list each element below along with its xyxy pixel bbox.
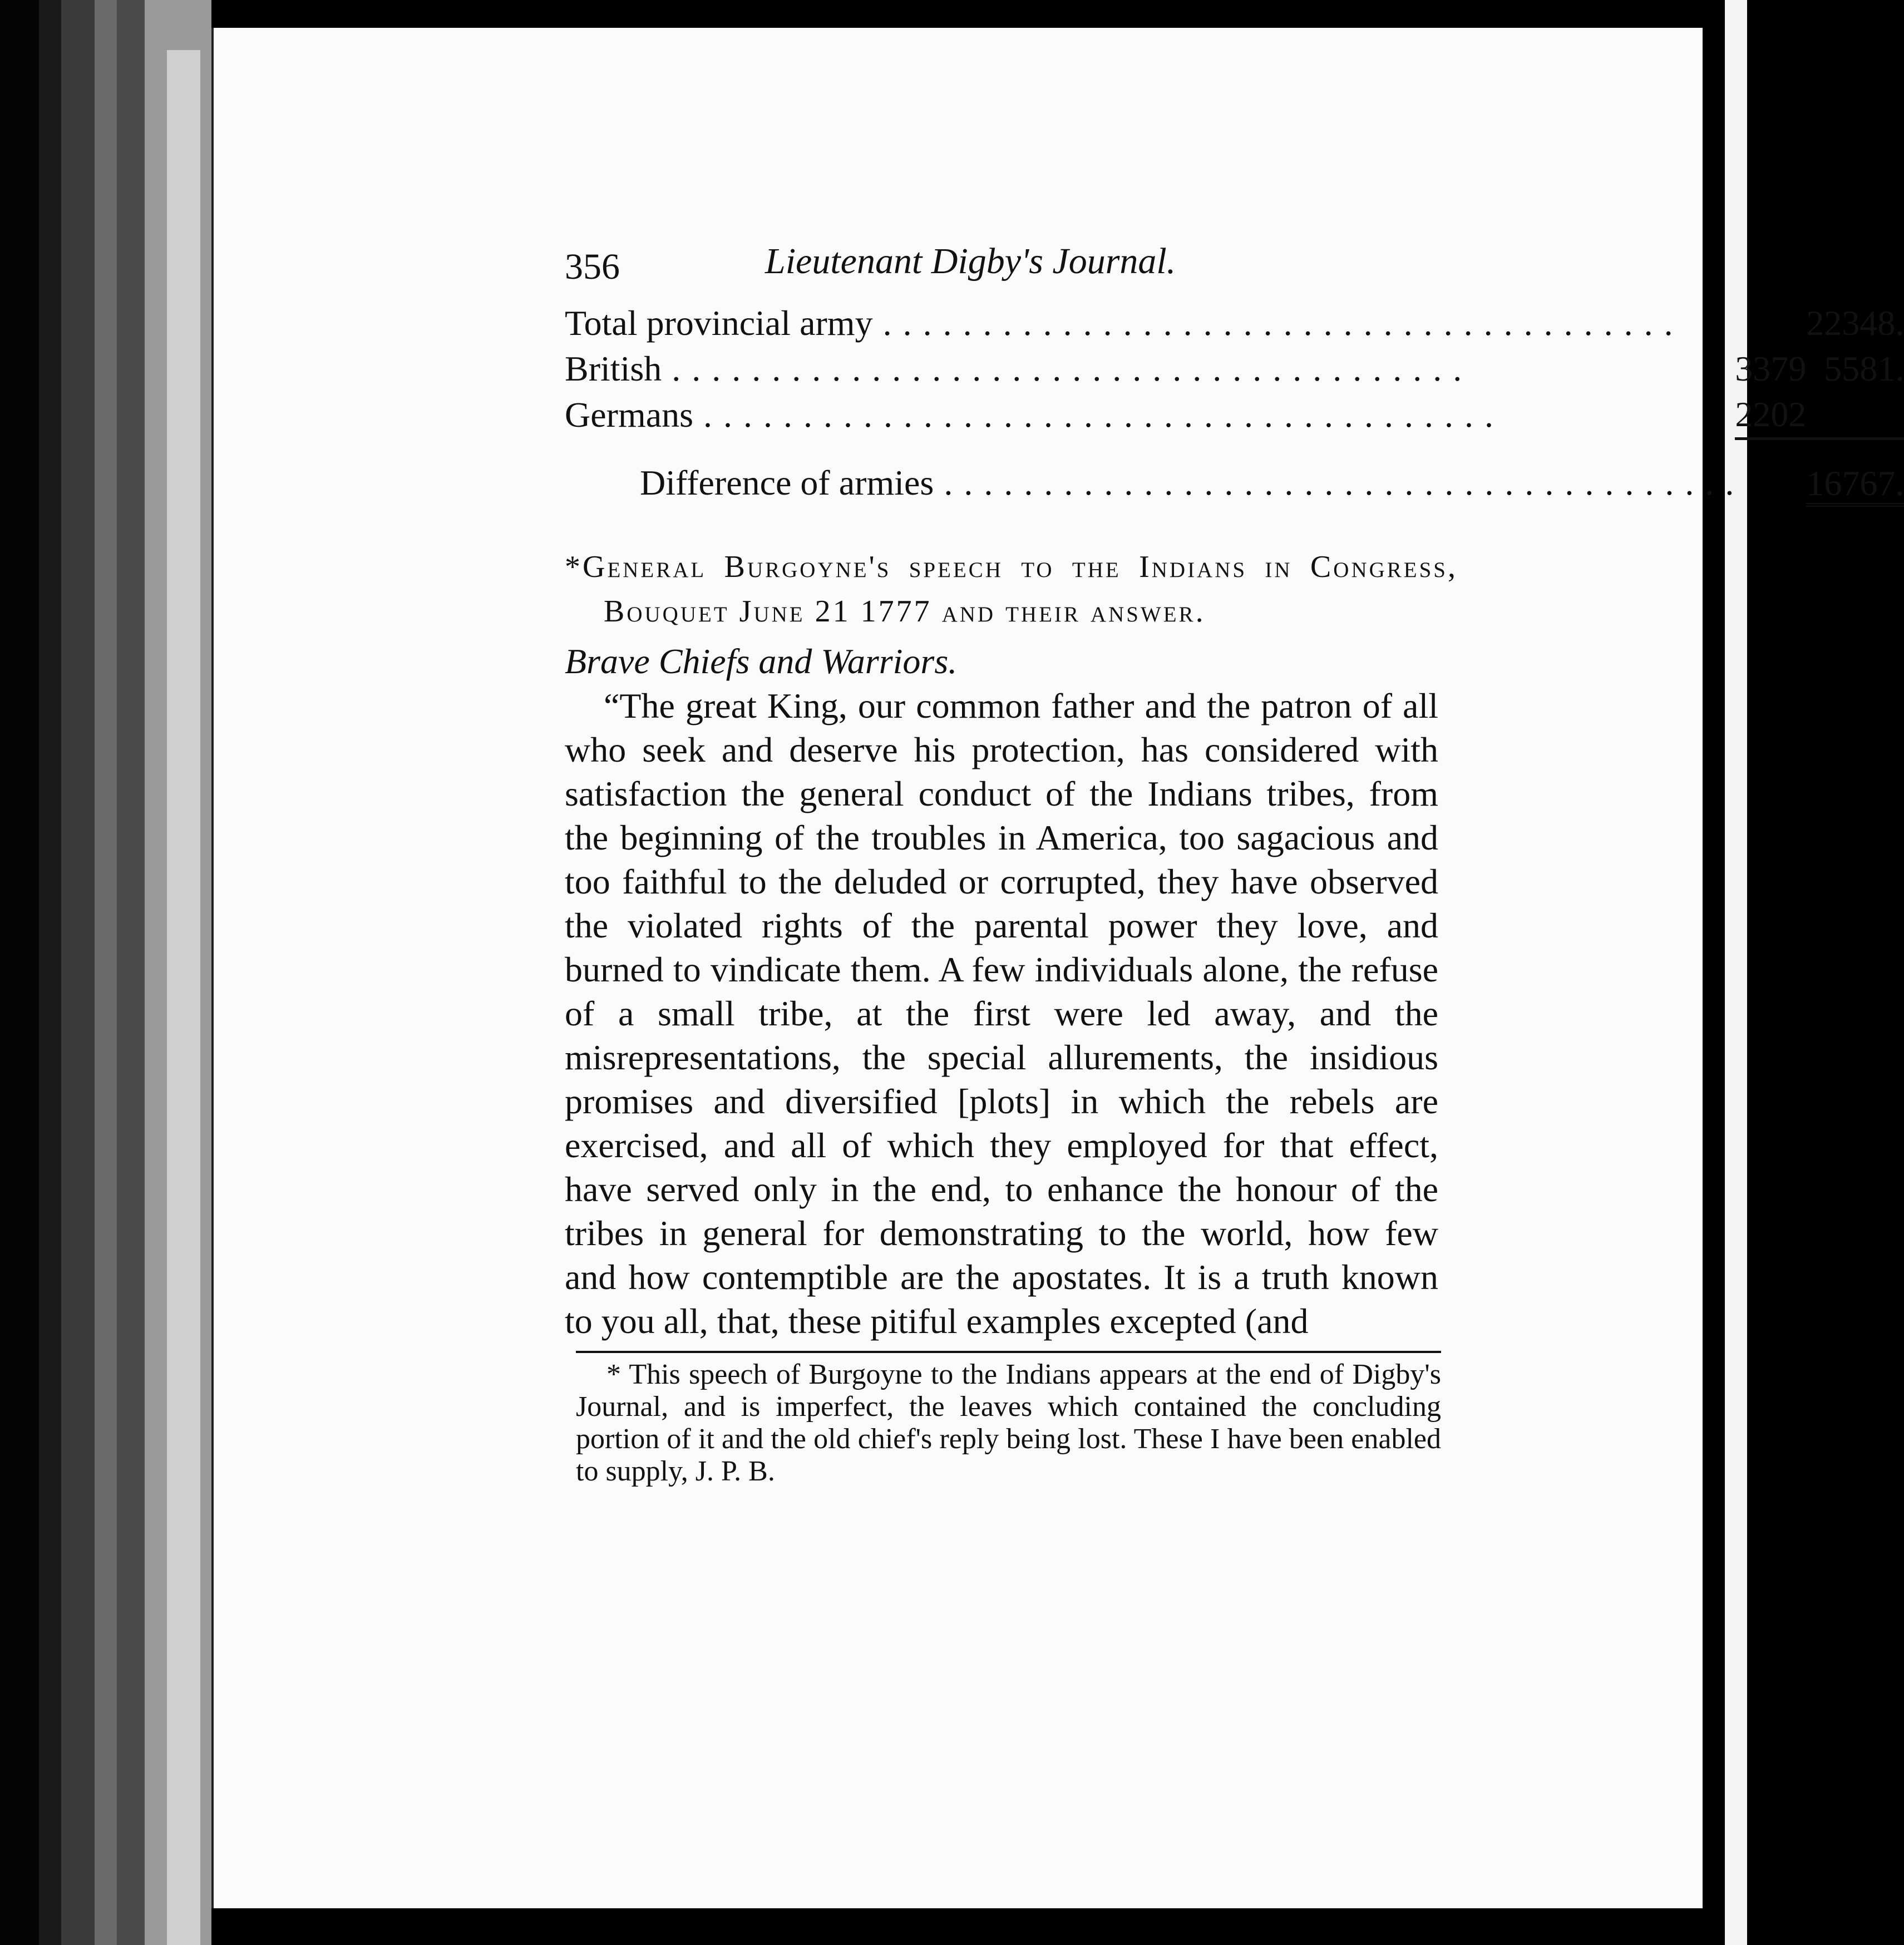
row-label: Total provincial army . . .	[565, 300, 1735, 346]
book-edge	[117, 0, 145, 1945]
row-label: British . . .	[565, 346, 1735, 392]
row-label: Germans . . .	[565, 392, 1735, 439]
running-head	[565, 239, 1436, 287]
book-edge	[39, 0, 61, 1945]
army-table	[565, 300, 1904, 511]
row-value-2: 5581.	[1824, 349, 1904, 388]
heading-text: *General Burgoyne's speech to the Indians in Congress, Bouquet June 21 1777 and their answer.	[565, 550, 1458, 629]
difference-label: Difference of armies . . .	[565, 439, 1735, 512]
speech-text: “The great King, our common father and the patron of all who seek and deserve his protection, has considered with satisfaction the general conduct of the Indians tribes, from the beginning of the troubles in America, too sagacious and too faithful to the deluded or corrupted, they have observed the violated rights of the parental power they love, and burned to vindicate them. A few individuals alone, the refuse of a small tribe, at the first were led away, and the misrepresentations, the special allurements, the insidious promises and diversified [plots] in which the rebels are exercised, and all of which they employed for that effect, have served only in the end, to enhance the honour of the tribes in general for demonstrating to the world, how few and how contemptible are the apostates. It is a truth known to you all, that, these pitiful examples excepted (and	[565, 686, 1438, 1341]
running-title: Lieutenant Digby's Journal.	[765, 241, 1176, 282]
difference-row	[565, 439, 1904, 512]
book-edge	[95, 0, 117, 1945]
row-value-2	[1806, 392, 1904, 439]
difference-value-cell	[1806, 439, 1904, 512]
next-page-edge	[1725, 0, 1747, 1945]
book-edge	[0, 0, 39, 1945]
table-row	[565, 300, 1904, 346]
row-value-1: 2202	[1735, 394, 1807, 434]
page-content	[565, 239, 1904, 1488]
sum-rule	[1735, 439, 1806, 512]
section-heading	[565, 545, 1458, 634]
footnote-text: * This speech of Burgoyne to the Indians appears at the end of Digby's Journal, and is imperfect, the leaves which contained the concluding portion of it and the old chief's reply being lost. These I have been enabled to supply, J. P. B.	[576, 1359, 1441, 1487]
difference-value: 16767.	[1806, 463, 1904, 507]
row-value-1: 3379	[1735, 349, 1807, 388]
page-number: 356	[565, 246, 620, 287]
table-row	[565, 392, 1904, 439]
row-value-1	[1735, 300, 1806, 346]
book-edge	[167, 50, 200, 1945]
table-row	[565, 346, 1904, 392]
salutation: Brave Chiefs and Warriors.	[565, 641, 958, 681]
book-edge	[61, 0, 95, 1945]
footnote-rule	[576, 1351, 1441, 1353]
row-value-2: 22348.	[1806, 303, 1904, 343]
